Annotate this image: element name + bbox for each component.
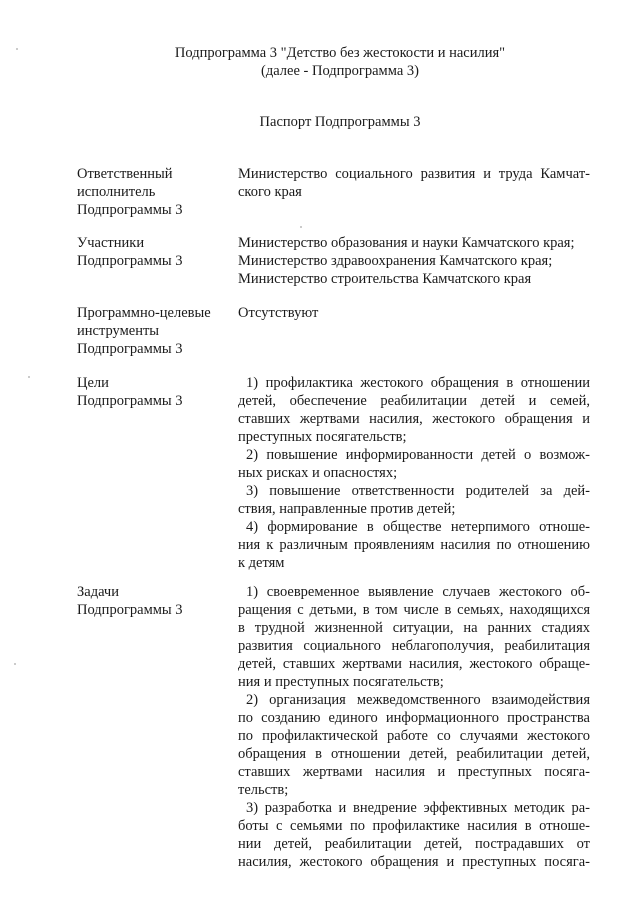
passport-heading: Паспорт Подпрограммы 3 xyxy=(259,114,421,130)
row-content-line: Министерство образования и науки Камчатского края; xyxy=(238,235,575,251)
row-label-line: Задачи xyxy=(77,584,119,600)
row-label-line: исполнитель xyxy=(77,184,156,200)
row-content xyxy=(238,374,590,572)
row-content-line: 2) организация межведомственного взаимодействия xyxy=(246,692,590,708)
scan-speck xyxy=(300,226,302,228)
subprogram-title-line-1: Подпрограмма 3 "Детство без жестокости и насилия" xyxy=(174,45,506,61)
row-label-line: Цели xyxy=(77,375,109,391)
row-content-line: развития социального неблагополучия, реабилитация xyxy=(238,638,590,654)
row-label-line: инструменты xyxy=(77,323,160,339)
row-content-line: детей, обеспечение реабилитации детей и семей, xyxy=(238,393,590,409)
row-content-line: ставших жертвами насилия и преступных посяга- xyxy=(238,764,590,780)
row-content-line: по профилактической работе со случаями жестокого xyxy=(238,728,590,744)
row-content-line: 3) повышение ответственности родителей за дей- xyxy=(246,483,590,499)
row-label-line: Подпрограммы 3 xyxy=(77,202,183,218)
row-content-line: детей, ставших жертвами насилия, жестокого обраще- xyxy=(238,656,590,672)
row-label-line: Программно-целевые xyxy=(77,305,211,321)
row-content-line: 3) разработка и внедрение эффективных методик ра- xyxy=(246,800,590,816)
row-label xyxy=(77,165,237,219)
row-content xyxy=(238,165,590,201)
row-label xyxy=(77,234,237,270)
row-label-line: Ответственный xyxy=(77,166,173,182)
row-content-line: Министерство социального развития и труда Камчат- xyxy=(238,166,590,182)
subprogram-title xyxy=(150,44,530,80)
row-label-line: Участники xyxy=(77,235,145,251)
row-content-line: в трудной жизненной ситуации, на ранних стадиях xyxy=(238,620,590,636)
row-content xyxy=(238,583,590,871)
row-content-line: ния и преступных посягательств; xyxy=(238,674,444,690)
scan-speck xyxy=(16,48,18,50)
row-content-line: 1) своевременное выявление случаев жестокого об- xyxy=(246,584,590,600)
row-content-line: тельств; xyxy=(238,782,289,798)
scan-speck xyxy=(28,376,30,378)
row-content-line: насилия, жестокого обращения и преступных посяга- xyxy=(238,854,590,870)
row-content-line: ставших жертвами насилия, жестокого обращения и xyxy=(238,411,590,427)
row-label-line: Подпрограммы 3 xyxy=(77,602,183,618)
row-content-line: ского края xyxy=(238,184,302,200)
scan-speck xyxy=(14,663,16,665)
row-content-line: Отсутствуют xyxy=(238,305,319,321)
row-content-line: по созданию единого информационного пространства xyxy=(238,710,590,726)
row-content-line: ращения с детьми, в том числе в семьях, находящихся xyxy=(238,602,590,618)
row-content-line: Министерство строительства Камчатского края xyxy=(238,271,532,287)
row-content-line: ния к различным проявлениям насилия по отношению xyxy=(238,537,590,553)
subprogram-title-line-2: (далее - Подпрограмма 3) xyxy=(261,63,419,79)
row-label xyxy=(77,374,237,410)
row-label xyxy=(77,583,237,619)
row-content-line: преступных посягательств; xyxy=(238,429,407,445)
row-content xyxy=(238,234,590,288)
row-content-line: Министерство здравоохранения Камчатского края; xyxy=(238,253,553,269)
row-content-line: обращения в отношении детей, реабилитации детей, xyxy=(238,746,590,762)
row-content-line: к детям xyxy=(238,555,285,571)
row-label-line: Подпрограммы 3 xyxy=(77,253,183,269)
row-content-line: ных рисках и опасностях; xyxy=(238,465,398,481)
row-content-line: 1) профилактика жестокого обращения в отношении xyxy=(246,375,590,391)
row-label-line: Подпрограммы 3 xyxy=(77,341,183,357)
row-content-line: боты с семьями по профилактике насилия в отноше- xyxy=(238,818,590,834)
row-content-line: ствия, направленные против детей; xyxy=(238,501,456,517)
row-content-line: 2) повышение информированности детей о возмож- xyxy=(246,447,590,463)
row-content-line: нии детей, реабилитации детей, пострадавших от xyxy=(238,836,590,852)
row-label-line: Подпрограммы 3 xyxy=(77,393,183,409)
row-content-line: 4) формирование в обществе нетерпимого отноше- xyxy=(246,519,590,535)
row-content xyxy=(238,304,590,322)
row-label xyxy=(77,304,237,358)
